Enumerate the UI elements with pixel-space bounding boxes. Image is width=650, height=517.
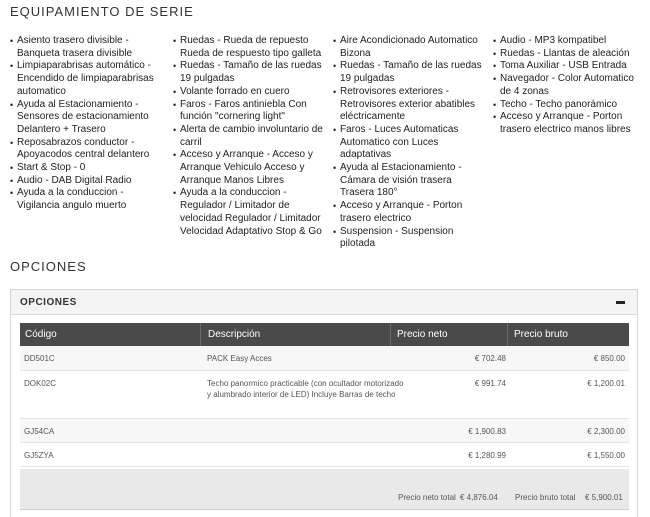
row-code: GJ54CA: [24, 427, 55, 436]
column-divider: [390, 323, 391, 346]
total-neto-label: Precio neto total: [398, 493, 456, 502]
equipment-item: • Alerta de cambio involuntario de carril: [173, 124, 323, 149]
table-row: [20, 419, 629, 443]
table-header: [20, 323, 629, 346]
options-panel-title: OPCIONES: [20, 297, 77, 308]
column-header-descripcion: Descripción: [208, 329, 261, 340]
equipment-item: • Suspension - Suspension pilotada: [333, 226, 483, 251]
column-divider: [507, 323, 508, 346]
equipment-item: • Acceso y Arranque - Porton trasero electrico manos libres: [493, 111, 638, 136]
equipment-item: • Audio - DAB Digital Radio: [10, 175, 163, 188]
equipment-item: • Ruedas - Tamaño de las ruedas 19 pulgadas: [173, 60, 323, 85]
equipment-item: • Faros - Faros antiniebla Con función "cornering light": [173, 99, 323, 124]
equipment-item: • Reposabrazos conductor - Apoyacodos central delantero: [10, 137, 163, 162]
equipment-item: • Ruedas - Llantas de aleación: [493, 48, 638, 61]
equipment-item: • Toma Auxiliar - USB Entrada: [493, 60, 638, 73]
table-row: [20, 443, 629, 467]
minus-icon[interactable]: [616, 301, 625, 304]
equipment-item: • Ruedas - Tamaño de las ruedas 19 pulgadas: [333, 60, 483, 85]
column-header-precio-neto: Precio neto: [397, 329, 448, 340]
row-description: PACK Easy Acces: [207, 354, 272, 363]
row-price-bruto: € 2,300.00: [587, 427, 625, 436]
row-code: DD501C: [24, 354, 55, 363]
table-row: [20, 371, 629, 419]
options-title: OPCIONES: [10, 259, 87, 274]
column-header-codigo: Código: [25, 329, 57, 340]
row-description: Techo panormico practicable (con ocultador motorizado y alumbrado interior de LED) Incluye Barras de techo: [207, 379, 404, 399]
table-row: [20, 346, 629, 371]
row-code: GJ5ZYA: [24, 451, 54, 460]
equipment-column-3: [333, 35, 483, 251]
equipment-item: • Volante forrado en cuero: [173, 86, 323, 99]
row-price-neto: € 991.74: [474, 379, 506, 388]
row-price-bruto: € 1,200.01: [587, 379, 625, 388]
equipment-list: [10, 35, 640, 251]
equipment-title: EQUIPAMIENTO DE SERIE: [10, 4, 194, 19]
row-price-bruto: € 850.00: [593, 354, 625, 363]
options-table: [20, 323, 629, 510]
row-price-bruto: € 1,550.00: [587, 451, 625, 460]
totals-row: [20, 469, 629, 510]
equipment-item: • Techo - Techo panorámico: [493, 99, 638, 112]
equipment-column-1: [10, 35, 163, 251]
total-bruto-value: € 5,900.01: [585, 493, 623, 502]
equipment-item: • Acceso y Arranque - Acceso y Arranque Vehiculo Acceso y Arranque Manos Libres: [173, 149, 323, 187]
equipment-item: • Aire Acondicionado Automatico Bizona: [333, 35, 483, 60]
column-header-precio-bruto: Precio bruto: [514, 329, 568, 340]
equipment-item: • Ayuda a la conduccion - Vigilancia angulo muerto: [10, 187, 163, 212]
equipment-item: • Start & Stop - 0: [10, 162, 163, 175]
row-price-neto: € 1,900.83: [468, 427, 506, 436]
equipment-item: • Asiento trasero divisible - Banqueta trasera divisible: [10, 35, 163, 60]
equipment-column-4: [493, 35, 638, 251]
options-panel-header[interactable]: [11, 290, 637, 315]
row-price-neto: € 1,280.99: [468, 451, 506, 460]
equipment-item: • Limpiaparabrisas automático - Encendido de limpiaparabrisas automatico: [10, 60, 163, 98]
equipment-column-2: [173, 35, 323, 251]
equipment-item: • Ayuda a la conduccion - Regulador / Limitador de velocidad Regulador / Limitador Velocidad Adaptativo Stop & Go: [173, 187, 323, 238]
equipment-item: • Audio - MP3 kompatibel: [493, 35, 638, 48]
row-code: DOK02C: [24, 379, 57, 388]
equipment-item: • Acceso y Arranque - Porton trasero electrico: [333, 200, 483, 225]
column-divider: [200, 323, 201, 346]
row-price-neto: € 702.48: [474, 354, 506, 363]
total-bruto-label: Precio bruto total: [515, 493, 576, 502]
equipment-item: • Retrovisores exteriores - Retrovisores exterior abatibles eléctricamente: [333, 86, 483, 124]
equipment-item: • Faros - Luces Automaticas Automatico con Luces adaptativas: [333, 124, 483, 162]
options-panel: [10, 289, 638, 517]
total-neto-value: € 4,876.04: [460, 493, 498, 502]
equipment-item: • Ruedas - Rueda de repuesto Rueda de respuesto tipo galleta: [173, 35, 323, 60]
equipment-item: • Ayuda al Estacionamiento - Sensores de estacionamiento Delantero + Trasero: [10, 99, 163, 137]
equipment-item: • Ayuda al Estacionamiento - Cámara de visión trasera Trasera 180°: [333, 162, 483, 200]
equipment-item: • Navegador - Color Automatico de 4 zonas: [493, 73, 638, 98]
